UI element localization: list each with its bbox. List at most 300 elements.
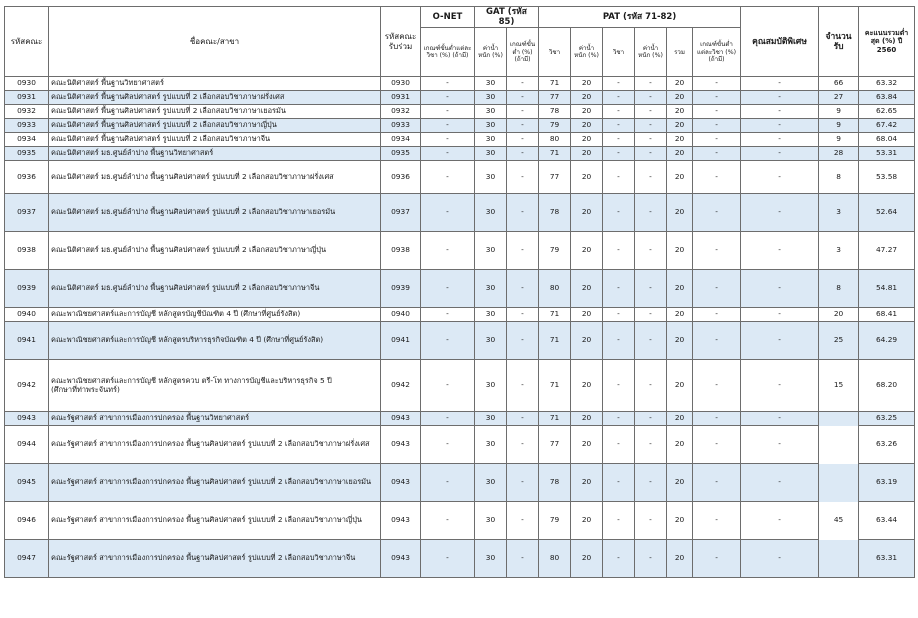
col-gat-weight: ค่าน้ำหนัก (%) xyxy=(475,28,507,77)
row-gat-min: - xyxy=(507,540,539,578)
row-pat-total: 20 xyxy=(667,308,693,322)
row-name: คณะนิติศาสตร์ พื้นฐานศิลปศาสตร์ รูปแบบที่ 2 เลือกสอบวิชาภาษาญี่ปุ่น xyxy=(49,119,381,133)
table-row xyxy=(5,77,915,91)
row-pat-weight: 20 xyxy=(571,194,603,232)
row-score: 54.81 xyxy=(859,270,915,308)
row-pat-subject: 77 xyxy=(539,161,571,194)
row-pat-total: 20 xyxy=(667,426,693,464)
row-gat-min: - xyxy=(507,308,539,322)
row-pat-subject: 79 xyxy=(539,232,571,270)
row-score: 68.41 xyxy=(859,308,915,322)
row-code: 0937 xyxy=(5,194,49,232)
row-pat-weight: 20 xyxy=(571,270,603,308)
row-seats: 8 xyxy=(819,270,859,308)
row-gat-weight: 30 xyxy=(475,540,507,578)
row-score: 63.31 xyxy=(859,540,915,578)
row-special: - xyxy=(741,147,819,161)
row-joint-code: 0938 xyxy=(381,232,421,270)
row-pat-min: - xyxy=(693,502,741,540)
row-code: 0944 xyxy=(5,426,49,464)
row-pat-weight: 20 xyxy=(571,360,603,412)
row-pat-weight-2: - xyxy=(635,105,667,119)
row-joint-code: 0943 xyxy=(381,412,421,426)
row-score: 47.27 xyxy=(859,232,915,270)
row-code: 0943 xyxy=(5,412,49,426)
table-body xyxy=(5,77,915,578)
row-pat-weight-2: - xyxy=(635,308,667,322)
row-pat-subject-2: - xyxy=(603,322,635,360)
row-pat-subject: 78 xyxy=(539,464,571,502)
row-seats: 25 xyxy=(819,322,859,360)
row-pat-weight-2: - xyxy=(635,540,667,578)
row-pat-subject: 80 xyxy=(539,133,571,147)
row-name: คณะรัฐศาสตร์ สาขาการเมืองการปกครอง พื้นฐานวิทยาศาสตร์ xyxy=(49,412,381,426)
row-onet-min: - xyxy=(421,270,475,308)
row-pat-total: 20 xyxy=(667,412,693,426)
row-joint-code: 0933 xyxy=(381,119,421,133)
row-pat-subject: 71 xyxy=(539,77,571,91)
row-pat-subject-2: - xyxy=(603,147,635,161)
row-pat-total: 20 xyxy=(667,147,693,161)
row-code: 0942 xyxy=(5,360,49,412)
col-special: คุณสมบัติพิเศษ xyxy=(741,7,819,77)
row-pat-weight: 20 xyxy=(571,77,603,91)
table-row xyxy=(5,502,915,540)
row-score: 67.42 xyxy=(859,119,915,133)
row-pat-weight: 20 xyxy=(571,161,603,194)
row-pat-subject: 77 xyxy=(539,91,571,105)
header-row-1 xyxy=(5,7,915,28)
row-seats: 9 xyxy=(819,119,859,133)
table-row xyxy=(5,91,915,105)
row-pat-subject-2: - xyxy=(603,119,635,133)
row-pat-min: - xyxy=(693,360,741,412)
row-pat-min: - xyxy=(693,232,741,270)
row-code: 0946 xyxy=(5,502,49,540)
row-onet-min: - xyxy=(421,194,475,232)
row-pat-weight-2: - xyxy=(635,232,667,270)
row-pat-min: - xyxy=(693,119,741,133)
row-gat-min: - xyxy=(507,77,539,91)
table-row xyxy=(5,161,915,194)
row-code: 0934 xyxy=(5,133,49,147)
table-row xyxy=(5,119,915,133)
row-pat-subject: 78 xyxy=(539,105,571,119)
row-joint-code: 0943 xyxy=(381,426,421,464)
row-joint-code: 0943 xyxy=(381,502,421,540)
row-pat-subject: 71 xyxy=(539,412,571,426)
row-pat-min: - xyxy=(693,161,741,194)
row-seats xyxy=(819,426,859,464)
row-gat-weight: 30 xyxy=(475,502,507,540)
row-pat-weight: 20 xyxy=(571,119,603,133)
table-row xyxy=(5,464,915,502)
row-pat-min: - xyxy=(693,270,741,308)
row-onet-min: - xyxy=(421,308,475,322)
row-special: - xyxy=(741,360,819,412)
row-gat-weight: 30 xyxy=(475,105,507,119)
row-onet-min: - xyxy=(421,161,475,194)
row-pat-total: 20 xyxy=(667,540,693,578)
row-seats xyxy=(819,412,859,426)
row-special: - xyxy=(741,161,819,194)
row-special: - xyxy=(741,133,819,147)
admission-table xyxy=(4,6,915,578)
row-pat-subject-2: - xyxy=(603,426,635,464)
row-pat-weight: 20 xyxy=(571,426,603,464)
row-name: คณะรัฐศาสตร์ สาขาการเมืองการปกครอง พื้นฐานศิลปศาสตร์ รูปแบบที่ 2 เลือกสอบวิชาภาษาญี่ปุ่น xyxy=(49,502,381,540)
row-score: 63.19 xyxy=(859,464,915,502)
row-joint-code: 0931 xyxy=(381,91,421,105)
row-name: คณะนิติศาสตร์ มธ.ศูนย์ลำปาง พื้นฐานศิลปศาสตร์ รูปแบบที่ 2 เลือกสอบวิชาภาษาฝรั่งเศส xyxy=(49,161,381,194)
row-score: 68.20 xyxy=(859,360,915,412)
row-pat-weight-2: - xyxy=(635,194,667,232)
row-joint-code: 0942 xyxy=(381,360,421,412)
row-joint-code: 0941 xyxy=(381,322,421,360)
row-onet-min: - xyxy=(421,147,475,161)
row-pat-subject-2: - xyxy=(603,194,635,232)
row-score: 52.64 xyxy=(859,194,915,232)
row-special: - xyxy=(741,194,819,232)
row-special: - xyxy=(741,412,819,426)
row-pat-min: - xyxy=(693,464,741,502)
row-pat-total: 20 xyxy=(667,77,693,91)
row-seats: 28 xyxy=(819,147,859,161)
row-pat-subject: 71 xyxy=(539,308,571,322)
table-row xyxy=(5,147,915,161)
row-pat-total: 20 xyxy=(667,105,693,119)
col-pat-weight: ค่าน้ำหนัก (%) xyxy=(571,28,603,77)
row-gat-min: - xyxy=(507,105,539,119)
table-row xyxy=(5,270,915,308)
row-pat-weight: 20 xyxy=(571,105,603,119)
row-pat-subject-2: - xyxy=(603,308,635,322)
row-pat-total: 20 xyxy=(667,232,693,270)
row-joint-code: 0937 xyxy=(381,194,421,232)
row-gat-weight: 30 xyxy=(475,322,507,360)
row-score: 63.44 xyxy=(859,502,915,540)
row-gat-min: - xyxy=(507,119,539,133)
row-pat-subject-2: - xyxy=(603,232,635,270)
row-name: คณะพาณิชยศาสตร์และการบัญชี หลักสูตรบริหารธุรกิจบัณฑิต 4 ปี (ศึกษาที่ศูนย์รังสิต) xyxy=(49,322,381,360)
row-special: - xyxy=(741,119,819,133)
row-seats: 20 xyxy=(819,308,859,322)
row-seats xyxy=(819,540,859,578)
row-special: - xyxy=(741,232,819,270)
row-pat-total: 20 xyxy=(667,464,693,502)
col-onet-min: เกณฑ์ขั้นต่ำแต่ละวิชา (%) (ถ้ามี) xyxy=(421,28,475,77)
row-pat-weight-2: - xyxy=(635,412,667,426)
table-row xyxy=(5,232,915,270)
row-onet-min: - xyxy=(421,133,475,147)
row-pat-subject: 80 xyxy=(539,540,571,578)
row-pat-weight-2: - xyxy=(635,119,667,133)
row-joint-code: 0934 xyxy=(381,133,421,147)
row-gat-weight: 30 xyxy=(475,412,507,426)
row-score: 53.58 xyxy=(859,161,915,194)
row-pat-weight: 20 xyxy=(571,232,603,270)
row-pat-subject: 78 xyxy=(539,194,571,232)
row-special: - xyxy=(741,105,819,119)
row-pat-min: - xyxy=(693,147,741,161)
row-pat-subject: 71 xyxy=(539,360,571,412)
row-special: - xyxy=(741,91,819,105)
row-onet-min: - xyxy=(421,322,475,360)
row-name: คณะพาณิชยศาสตร์และการบัญชี หลักสูตรควบ ตรี-โท ทางการบัญชีและบริหารธุรกิจ 5 ปี (ศึกษาที่ท่าพระจันทร์) xyxy=(49,360,381,412)
row-pat-min: - xyxy=(693,77,741,91)
row-gat-weight: 30 xyxy=(475,360,507,412)
row-code: 0941 xyxy=(5,322,49,360)
row-gat-weight: 30 xyxy=(475,77,507,91)
row-seats: 15 xyxy=(819,360,859,412)
row-pat-weight-2: - xyxy=(635,91,667,105)
row-pat-weight-2: - xyxy=(635,270,667,308)
row-pat-weight-2: - xyxy=(635,77,667,91)
row-pat-subject-2: - xyxy=(603,464,635,502)
table-row xyxy=(5,133,915,147)
row-pat-weight-2: - xyxy=(635,133,667,147)
row-gat-min: - xyxy=(507,194,539,232)
row-pat-min: - xyxy=(693,412,741,426)
col-pat-subject: วิชา xyxy=(539,28,571,77)
row-joint-code: 0935 xyxy=(381,147,421,161)
row-code: 0939 xyxy=(5,270,49,308)
row-gat-min: - xyxy=(507,322,539,360)
row-pat-subject: 79 xyxy=(539,502,571,540)
row-onet-min: - xyxy=(421,464,475,502)
row-special: - xyxy=(741,502,819,540)
row-pat-weight-2: - xyxy=(635,161,667,194)
row-gat-weight: 30 xyxy=(475,270,507,308)
row-name: คณะรัฐศาสตร์ สาขาการเมืองการปกครอง พื้นฐานศิลปศาสตร์ รูปแบบที่ 2 เลือกสอบวิชาภาษาฝรั่งเศส xyxy=(49,426,381,464)
row-gat-min: - xyxy=(507,502,539,540)
row-pat-weight-2: - xyxy=(635,426,667,464)
row-gat-weight: 30 xyxy=(475,133,507,147)
row-onet-min: - xyxy=(421,502,475,540)
table-row xyxy=(5,308,915,322)
row-seats: 8 xyxy=(819,161,859,194)
col-code: รหัสคณะ xyxy=(5,7,49,77)
row-name: คณะนิติศาสตร์ พื้นฐานศิลปศาสตร์ รูปแบบที่ 2 เลือกสอบวิชาภาษาเยอรมัน xyxy=(49,105,381,119)
row-pat-subject: 77 xyxy=(539,426,571,464)
row-pat-min: - xyxy=(693,194,741,232)
row-pat-total: 20 xyxy=(667,360,693,412)
row-name: คณะนิติศาสตร์ พื้นฐานศิลปศาสตร์ รูปแบบที่ 2 เลือกสอบวิชาภาษาฝรั่งเศส xyxy=(49,91,381,105)
row-seats: 27 xyxy=(819,91,859,105)
row-pat-total: 20 xyxy=(667,270,693,308)
row-onet-min: - xyxy=(421,119,475,133)
table-row xyxy=(5,322,915,360)
row-pat-subject-2: - xyxy=(603,412,635,426)
table-row xyxy=(5,426,915,464)
row-gat-weight: 30 xyxy=(475,119,507,133)
row-pat-total: 20 xyxy=(667,502,693,540)
row-joint-code: 0936 xyxy=(381,161,421,194)
row-score: 63.25 xyxy=(859,412,915,426)
row-pat-total: 20 xyxy=(667,322,693,360)
table-row xyxy=(5,194,915,232)
row-pat-min: - xyxy=(693,540,741,578)
col-pat: PAT (รหัส 71-82) xyxy=(539,7,741,28)
row-gat-weight: 30 xyxy=(475,232,507,270)
row-name: คณะนิติศาสตร์ มธ.ศูนย์ลำปาง พื้นฐานวิทยาศาสตร์ xyxy=(49,147,381,161)
row-joint-code: 0940 xyxy=(381,308,421,322)
row-code: 0936 xyxy=(5,161,49,194)
row-pat-subject-2: - xyxy=(603,91,635,105)
row-pat-subject-2: - xyxy=(603,77,635,91)
row-pat-subject-2: - xyxy=(603,133,635,147)
col-joint-code: รหัสคณะ รับร่วม xyxy=(381,7,421,77)
table-row xyxy=(5,105,915,119)
row-name: คณะรัฐศาสตร์ สาขาการเมืองการปกครอง พื้นฐานศิลปศาสตร์ รูปแบบที่ 2 เลือกสอบวิชาภาษาจีน xyxy=(49,540,381,578)
row-score: 63.32 xyxy=(859,77,915,91)
row-gat-min: - xyxy=(507,464,539,502)
row-seats: 45 xyxy=(819,502,859,540)
col-pat-subject-2: วิชา xyxy=(603,28,635,77)
row-pat-min: - xyxy=(693,91,741,105)
row-score: 64.29 xyxy=(859,322,915,360)
table-row xyxy=(5,540,915,578)
row-gat-weight: 30 xyxy=(475,464,507,502)
row-name: คณะนิติศาสตร์ มธ.ศูนย์ลำปาง พื้นฐานศิลปศาสตร์ รูปแบบที่ 2 เลือกสอบวิชาภาษาเยอรมัน xyxy=(49,194,381,232)
row-gat-weight: 30 xyxy=(475,308,507,322)
row-gat-min: - xyxy=(507,232,539,270)
row-score: 63.84 xyxy=(859,91,915,105)
row-pat-total: 20 xyxy=(667,161,693,194)
row-onet-min: - xyxy=(421,232,475,270)
row-gat-min: - xyxy=(507,426,539,464)
row-pat-min: - xyxy=(693,105,741,119)
row-onet-min: - xyxy=(421,91,475,105)
row-gat-min: - xyxy=(507,133,539,147)
row-code: 0938 xyxy=(5,232,49,270)
row-pat-weight-2: - xyxy=(635,322,667,360)
row-pat-total: 20 xyxy=(667,119,693,133)
row-pat-weight-2: - xyxy=(635,502,667,540)
row-code: 0930 xyxy=(5,77,49,91)
row-pat-min: - xyxy=(693,322,741,360)
row-pat-subject: 71 xyxy=(539,322,571,360)
row-joint-code: 0939 xyxy=(381,270,421,308)
row-gat-weight: 30 xyxy=(475,194,507,232)
row-name: คณะนิติศาสตร์ มธ.ศูนย์ลำปาง พื้นฐานศิลปศาสตร์ รูปแบบที่ 2 เลือกสอบวิชาภาษาจีน xyxy=(49,270,381,308)
row-code: 0940 xyxy=(5,308,49,322)
table-row xyxy=(5,360,915,412)
row-code: 0932 xyxy=(5,105,49,119)
row-pat-weight: 20 xyxy=(571,464,603,502)
row-pat-subject-2: - xyxy=(603,360,635,412)
row-gat-min: - xyxy=(507,161,539,194)
row-pat-weight: 20 xyxy=(571,502,603,540)
row-gat-min: - xyxy=(507,412,539,426)
row-name: คณะนิติศาสตร์ พื้นฐานศิลปศาสตร์ รูปแบบที่ 2 เลือกสอบวิชาภาษาจีน xyxy=(49,133,381,147)
row-name: คณะรัฐศาสตร์ สาขาการเมืองการปกครอง พื้นฐานศิลปศาสตร์ รูปแบบที่ 2 เลือกสอบวิชาภาษาเยอรมัน xyxy=(49,464,381,502)
row-pat-subject-2: - xyxy=(603,540,635,578)
row-gat-min: - xyxy=(507,270,539,308)
row-code: 0945 xyxy=(5,464,49,502)
row-code: 0947 xyxy=(5,540,49,578)
row-seats: 9 xyxy=(819,133,859,147)
row-pat-total: 20 xyxy=(667,133,693,147)
col-pat-min: เกณฑ์ขั้นต่ำแต่ละวิชา (%) (ถ้ามี) xyxy=(693,28,741,77)
row-code: 0931 xyxy=(5,91,49,105)
row-onet-min: - xyxy=(421,360,475,412)
row-seats xyxy=(819,464,859,502)
col-gat: GAT (รหัส 85) xyxy=(475,7,539,28)
row-seats: 66 xyxy=(819,77,859,91)
row-special: - xyxy=(741,77,819,91)
row-seats: 3 xyxy=(819,194,859,232)
row-gat-weight: 30 xyxy=(475,161,507,194)
col-onet: O-NET xyxy=(421,7,475,28)
row-pat-weight: 20 xyxy=(571,412,603,426)
row-score: 63.26 xyxy=(859,426,915,464)
row-onet-min: - xyxy=(421,540,475,578)
row-pat-total: 20 xyxy=(667,194,693,232)
row-special: - xyxy=(741,270,819,308)
row-pat-subject: 71 xyxy=(539,147,571,161)
row-pat-min: - xyxy=(693,308,741,322)
row-pat-subject-2: - xyxy=(603,502,635,540)
row-pat-min: - xyxy=(693,133,741,147)
row-gat-weight: 30 xyxy=(475,426,507,464)
col-seats: จำนวนรับ xyxy=(819,7,859,77)
row-special: - xyxy=(741,540,819,578)
row-gat-min: - xyxy=(507,91,539,105)
row-pat-weight-2: - xyxy=(635,360,667,412)
row-gat-min: - xyxy=(507,147,539,161)
row-pat-weight: 20 xyxy=(571,147,603,161)
row-pat-weight: 20 xyxy=(571,91,603,105)
row-code: 0933 xyxy=(5,119,49,133)
row-score: 53.31 xyxy=(859,147,915,161)
col-name: ชื่อคณะ/สาขา xyxy=(49,7,381,77)
row-code: 0935 xyxy=(5,147,49,161)
row-pat-subject: 79 xyxy=(539,119,571,133)
row-pat-min: - xyxy=(693,426,741,464)
row-seats: 9 xyxy=(819,105,859,119)
row-pat-weight: 20 xyxy=(571,308,603,322)
row-score: 62.65 xyxy=(859,105,915,119)
row-pat-weight: 20 xyxy=(571,322,603,360)
row-special: - xyxy=(741,426,819,464)
col-score: คะแนนรวมต่ำสุด (%) ปี 2560 xyxy=(859,7,915,77)
col-pat-total: รวม xyxy=(667,28,693,77)
row-pat-weight: 20 xyxy=(571,540,603,578)
row-onet-min: - xyxy=(421,105,475,119)
row-onet-min: - xyxy=(421,426,475,464)
col-pat-weight-2: ค่าน้ำหนัก (%) xyxy=(635,28,667,77)
row-pat-subject: 80 xyxy=(539,270,571,308)
row-name: คณะนิติศาสตร์ มธ.ศูนย์ลำปาง พื้นฐานศิลปศาสตร์ รูปแบบที่ 2 เลือกสอบวิชาภาษาญี่ปุ่น xyxy=(49,232,381,270)
row-name: คณะนิติศาสตร์ พื้นฐานวิทยาศาสตร์ xyxy=(49,77,381,91)
row-pat-subject-2: - xyxy=(603,270,635,308)
row-special: - xyxy=(741,308,819,322)
row-seats: 3 xyxy=(819,232,859,270)
row-name: คณะพาณิชยศาสตร์และการบัญชี หลักสูตรบัญชีบัณฑิต 4 ปี (ศึกษาที่ศูนย์รังสิต) xyxy=(49,308,381,322)
row-joint-code: 0930 xyxy=(381,77,421,91)
row-joint-code: 0943 xyxy=(381,464,421,502)
row-gat-min: - xyxy=(507,360,539,412)
row-pat-weight-2: - xyxy=(635,464,667,502)
row-onet-min: - xyxy=(421,412,475,426)
table-row xyxy=(5,412,915,426)
row-gat-weight: 30 xyxy=(475,91,507,105)
row-pat-weight: 20 xyxy=(571,133,603,147)
row-pat-total: 20 xyxy=(667,91,693,105)
row-joint-code: 0932 xyxy=(381,105,421,119)
row-special: - xyxy=(741,322,819,360)
